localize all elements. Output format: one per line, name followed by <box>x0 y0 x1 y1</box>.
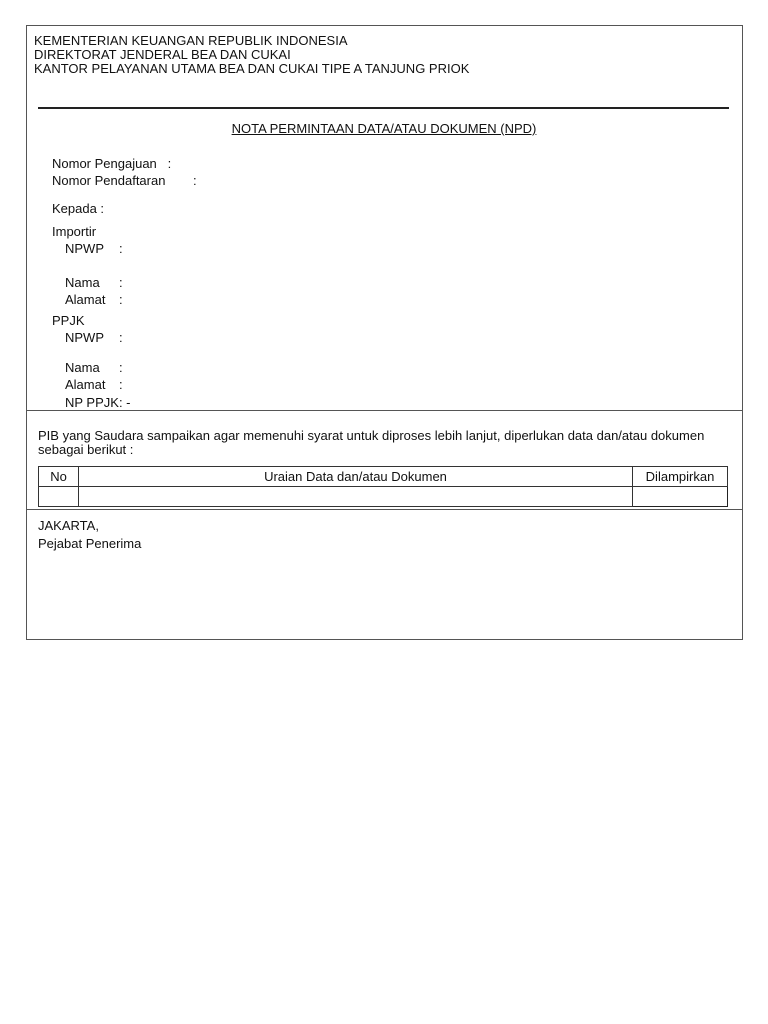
header-ministry: KEMENTERIAN KEUANGAN REPUBLIK INDONESIA <box>34 33 348 48</box>
nomor-pengajuan-label: Nomor Pengajuan : <box>52 156 172 171</box>
importir-nama-colon: : <box>119 275 123 290</box>
nomor-pendaftaran-label: Nomor Pendaftaran <box>52 173 166 188</box>
importir-npwp-label: NPWP <box>65 241 104 256</box>
importir-alamat-colon: : <box>119 292 123 307</box>
nomor-pendaftaran-colon: : <box>193 173 197 188</box>
ppjk-npwp-colon: : <box>119 330 123 345</box>
table-cell-dilampirkan[interactable] <box>633 487 728 507</box>
table-row <box>39 487 728 507</box>
table-header-no: No <box>39 467 79 487</box>
importir-npwp-colon: : <box>119 241 123 256</box>
document-title: NOTA PERMINTAAN DATA/ATAU DOKUMEN (NPD) <box>231 121 537 136</box>
table-cell-no[interactable] <box>39 487 79 507</box>
ppjk-npwp-label: NPWP <box>65 330 104 345</box>
ppjk-alamat-label: Alamat <box>65 377 106 392</box>
document-request-table <box>38 466 728 507</box>
header-directorate: DIREKTORAT JENDERAL BEA DAN CUKAI <box>34 47 291 62</box>
section-divider-top <box>26 410 743 411</box>
ppjk-nama-label: Nama <box>65 360 100 375</box>
ppjk-nama-colon: : <box>119 360 123 375</box>
section-divider-bottom <box>26 509 743 510</box>
kepada-label: Kepada : <box>52 201 105 216</box>
table-header-uraian: Uraian Data dan/atau Dokumen <box>79 467 633 487</box>
footer-signer: Pejabat Penerima <box>38 536 142 551</box>
importir-heading: Importir <box>52 224 97 239</box>
importir-nama-label: Nama <box>65 275 100 290</box>
np-ppjk-label: NP PPJK: - <box>65 395 131 410</box>
request-text-line2: sebagai berikut : <box>38 442 134 457</box>
footer-place: JAKARTA, <box>38 518 99 533</box>
ppjk-alamat-colon: : <box>119 377 123 392</box>
table-header-dilampirkan: Dilampirkan <box>633 467 728 487</box>
request-text-line1: PIB yang Saudara sampaikan agar memenuhi syarat untuk diproses lebih lanjut, diperlukan data dan/atau dokumen <box>38 428 705 443</box>
importir-alamat-label: Alamat <box>65 292 106 307</box>
header-divider <box>38 107 729 109</box>
ppjk-heading: PPJK <box>52 313 85 328</box>
table-cell-uraian[interactable] <box>79 487 633 507</box>
table-header-row <box>39 467 728 487</box>
header-office: KANTOR PELAYANAN UTAMA BEA DAN CUKAI TIPE A TANJUNG PRIOK <box>34 61 470 76</box>
